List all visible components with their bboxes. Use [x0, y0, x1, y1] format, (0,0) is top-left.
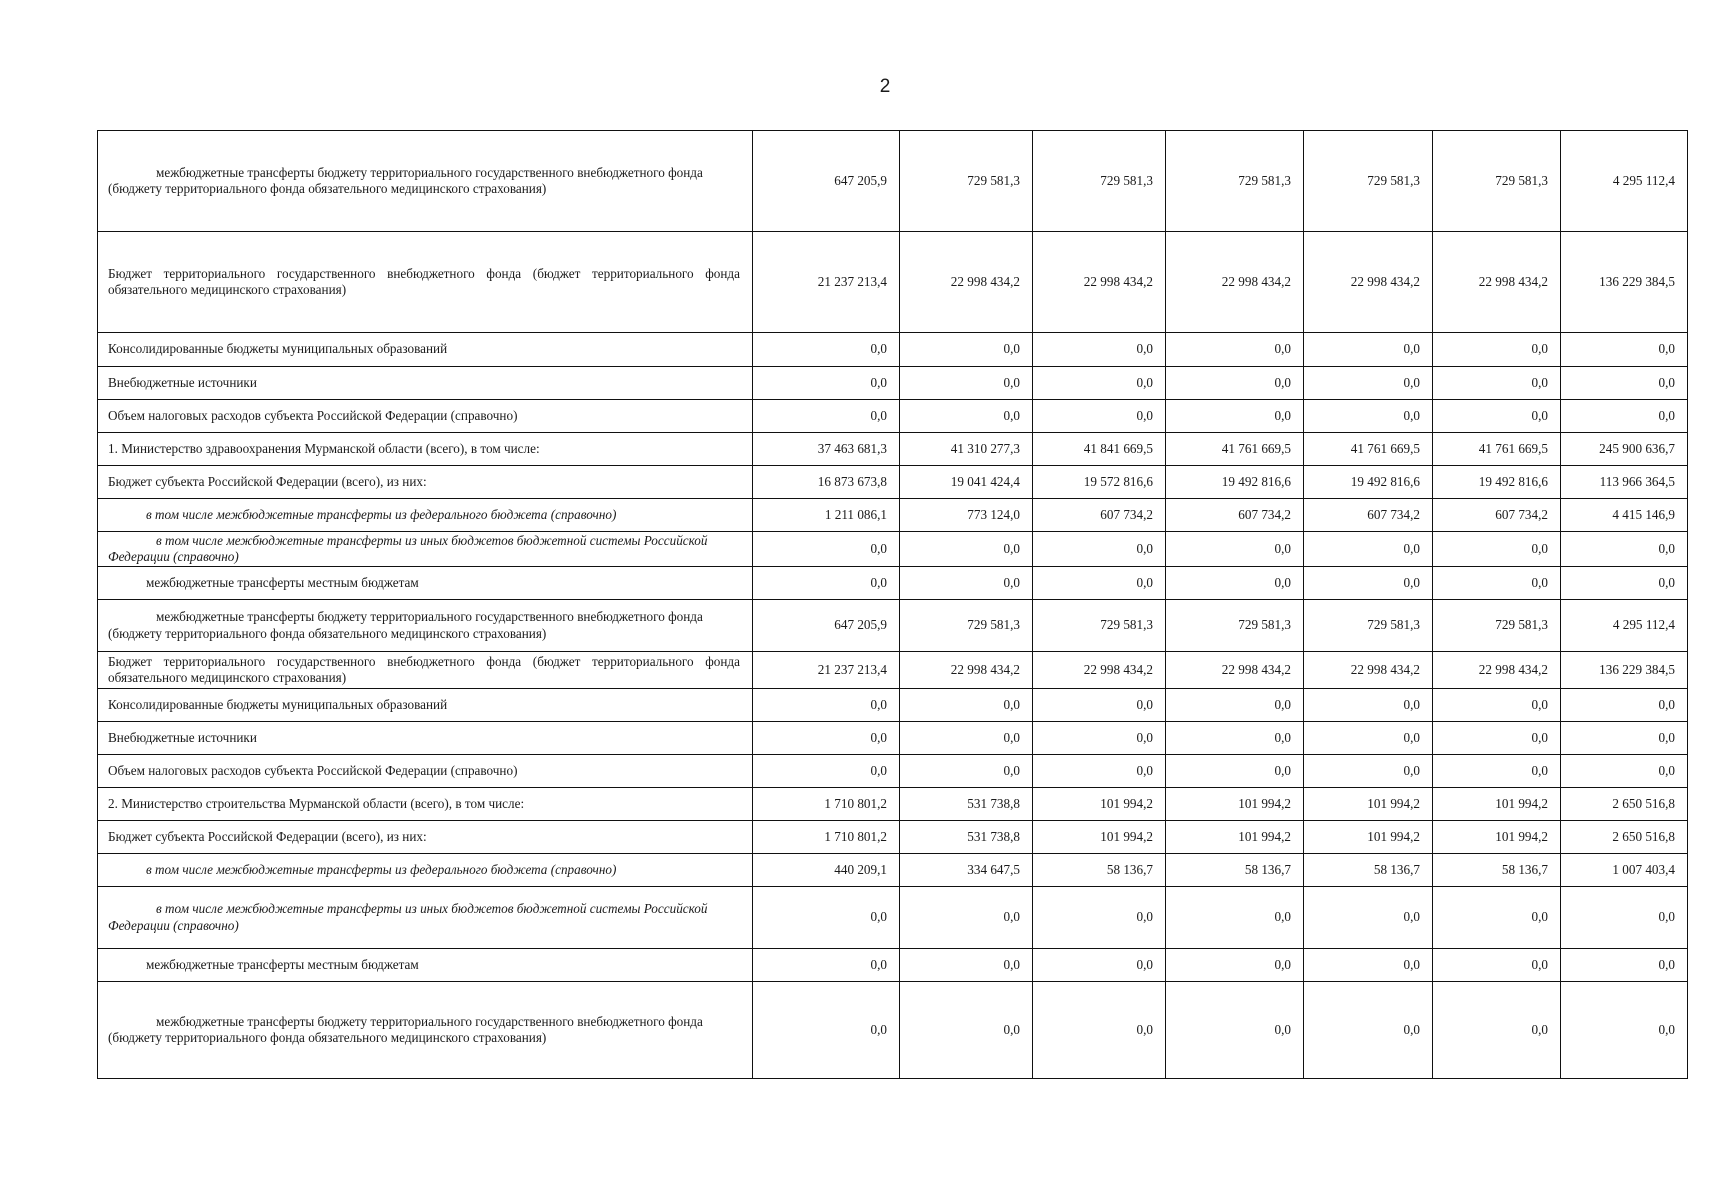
- cell-value: 22 998 434,2: [1433, 232, 1561, 333]
- row-label: межбюджетные трансферты местным бюджетам: [98, 949, 753, 982]
- table-row: [98, 949, 1688, 982]
- cell-value: 0,0: [900, 887, 1033, 949]
- row-label: Консолидированные бюджеты муниципальных образований: [98, 333, 753, 367]
- cell-value: 334 647,5: [900, 854, 1033, 887]
- row-label: в том числе межбюджетные трансферты из иных бюджетов бюджетной системы Российской Федерации (справочно): [98, 532, 753, 567]
- cell-value: 0,0: [1433, 567, 1561, 600]
- cell-value: 647 205,9: [753, 600, 900, 652]
- cell-value: 0,0: [900, 400, 1033, 433]
- cell-value: 607 734,2: [1166, 499, 1304, 532]
- cell-value: 607 734,2: [1304, 499, 1433, 532]
- row-label: Бюджет территориального государственного внебюджетного фонда (бюджет территориального фонда обязательного медицинского страхования): [98, 652, 753, 689]
- cell-value: 0,0: [1561, 887, 1688, 949]
- table-row: [98, 433, 1688, 466]
- table-row: [98, 466, 1688, 499]
- cell-value: 22 998 434,2: [1166, 652, 1304, 689]
- table-row: [98, 689, 1688, 722]
- cell-value: 19 492 816,6: [1166, 466, 1304, 499]
- cell-value: 647 205,9: [753, 131, 900, 232]
- row-label: Объем налоговых расходов субъекта Российской Федерации (справочно): [98, 400, 753, 433]
- cell-value: 729 581,3: [1166, 131, 1304, 232]
- cell-value: 16 873 673,8: [753, 466, 900, 499]
- cell-value: 22 998 434,2: [1304, 232, 1433, 333]
- row-label: межбюджетные трансферты бюджету территориального государственного внебюджетного фонда (бюджету территориального фонда обязательного медицинского страхования): [98, 982, 753, 1079]
- cell-value: 729 581,3: [1304, 131, 1433, 232]
- cell-value: 0,0: [1033, 755, 1166, 788]
- row-label: межбюджетные трансферты бюджету территориального государственного внебюджетного фонда (бюджету территориального фонда обязательного медицинского страхования): [98, 131, 753, 232]
- cell-value: 0,0: [1304, 333, 1433, 367]
- table-row: [98, 131, 1688, 232]
- cell-value: 0,0: [1033, 333, 1166, 367]
- cell-value: 101 994,2: [1166, 821, 1304, 854]
- cell-value: 729 581,3: [1033, 600, 1166, 652]
- cell-value: 0,0: [1561, 982, 1688, 1079]
- cell-value: 0,0: [1561, 400, 1688, 433]
- cell-value: 0,0: [1166, 400, 1304, 433]
- cell-value: 0,0: [1166, 982, 1304, 1079]
- cell-value: 0,0: [1033, 689, 1166, 722]
- cell-value: 0,0: [1561, 333, 1688, 367]
- cell-value: 101 994,2: [1304, 788, 1433, 821]
- cell-value: 0,0: [753, 532, 900, 567]
- table-row: [98, 232, 1688, 333]
- cell-value: 41 761 669,5: [1304, 433, 1433, 466]
- cell-value: 729 581,3: [1166, 600, 1304, 652]
- cell-value: 4 295 112,4: [1561, 131, 1688, 232]
- cell-value: 0,0: [1166, 755, 1304, 788]
- cell-value: 0,0: [900, 689, 1033, 722]
- budget-table: [97, 130, 1688, 1079]
- cell-value: 2 650 516,8: [1561, 821, 1688, 854]
- cell-value: 0,0: [1304, 367, 1433, 400]
- page-number: 2: [879, 76, 891, 97]
- cell-value: 531 738,8: [900, 821, 1033, 854]
- cell-value: 22 998 434,2: [1433, 652, 1561, 689]
- cell-value: 0,0: [753, 567, 900, 600]
- cell-value: 0,0: [753, 722, 900, 755]
- cell-value: 1 211 086,1: [753, 499, 900, 532]
- cell-value: 0,0: [753, 982, 900, 1079]
- cell-value: 607 734,2: [1433, 499, 1561, 532]
- cell-value: 101 994,2: [1433, 821, 1561, 854]
- row-label: межбюджетные трансферты бюджету территориального государственного внебюджетного фонда (бюджету территориального фонда обязательного медицинского страхования): [98, 600, 753, 652]
- cell-value: 0,0: [1304, 532, 1433, 567]
- row-label: в том числе межбюджетные трансферты из иных бюджетов бюджетной системы Российской Федерации (справочно): [98, 887, 753, 949]
- cell-value: 0,0: [753, 689, 900, 722]
- cell-value: 22 998 434,2: [900, 232, 1033, 333]
- table-row: [98, 532, 1688, 567]
- cell-value: 0,0: [1561, 689, 1688, 722]
- cell-value: 0,0: [900, 949, 1033, 982]
- cell-value: 0,0: [1166, 532, 1304, 567]
- cell-value: 101 994,2: [1033, 821, 1166, 854]
- cell-value: 0,0: [1166, 567, 1304, 600]
- cell-value: 0,0: [900, 755, 1033, 788]
- cell-value: 58 136,7: [1304, 854, 1433, 887]
- cell-value: 21 237 213,4: [753, 232, 900, 333]
- cell-value: 136 229 384,5: [1561, 652, 1688, 689]
- cell-value: 0,0: [1166, 367, 1304, 400]
- table-row: [98, 887, 1688, 949]
- cell-value: 0,0: [1433, 689, 1561, 722]
- cell-value: 0,0: [753, 400, 900, 433]
- cell-value: 0,0: [900, 532, 1033, 567]
- cell-value: 1 007 403,4: [1561, 854, 1688, 887]
- cell-value: 0,0: [1166, 887, 1304, 949]
- cell-value: 0,0: [1304, 982, 1433, 1079]
- row-label: Консолидированные бюджеты муниципальных образований: [98, 689, 753, 722]
- cell-value: 41 761 669,5: [1433, 433, 1561, 466]
- cell-value: 0,0: [1033, 949, 1166, 982]
- cell-value: 0,0: [1433, 982, 1561, 1079]
- cell-value: 773 124,0: [900, 499, 1033, 532]
- cell-value: 0,0: [753, 887, 900, 949]
- cell-value: 0,0: [1433, 532, 1561, 567]
- cell-value: 0,0: [1433, 755, 1561, 788]
- cell-value: 1 710 801,2: [753, 821, 900, 854]
- table-row: [98, 854, 1688, 887]
- cell-value: 440 209,1: [753, 854, 900, 887]
- table-row: [98, 400, 1688, 433]
- cell-value: 22 998 434,2: [1304, 652, 1433, 689]
- cell-value: 0,0: [1433, 333, 1561, 367]
- cell-value: 58 136,7: [1433, 854, 1561, 887]
- cell-value: 729 581,3: [1433, 131, 1561, 232]
- cell-value: 4 415 146,9: [1561, 499, 1688, 532]
- table-row: [98, 567, 1688, 600]
- cell-value: 0,0: [1433, 887, 1561, 949]
- cell-value: 0,0: [900, 367, 1033, 400]
- cell-value: 0,0: [900, 982, 1033, 1079]
- cell-value: 4 295 112,4: [1561, 600, 1688, 652]
- table-row: [98, 788, 1688, 821]
- cell-value: 0,0: [1433, 400, 1561, 433]
- cell-value: 0,0: [1166, 333, 1304, 367]
- cell-value: 0,0: [1033, 400, 1166, 433]
- row-label: в том числе межбюджетные трансферты из федерального бюджета (справочно): [98, 854, 753, 887]
- cell-value: 0,0: [1166, 722, 1304, 755]
- table-row: [98, 982, 1688, 1079]
- cell-value: 1 710 801,2: [753, 788, 900, 821]
- cell-value: 19 041 424,4: [900, 466, 1033, 499]
- cell-value: 729 581,3: [1433, 600, 1561, 652]
- row-label: Бюджет субъекта Российской Федерации (всего), из них:: [98, 466, 753, 499]
- cell-value: 0,0: [1304, 689, 1433, 722]
- cell-value: 729 581,3: [1033, 131, 1166, 232]
- cell-value: 101 994,2: [1033, 788, 1166, 821]
- cell-value: 0,0: [753, 333, 900, 367]
- cell-value: 0,0: [1033, 887, 1166, 949]
- cell-value: 0,0: [1166, 949, 1304, 982]
- cell-value: 41 841 669,5: [1033, 433, 1166, 466]
- cell-value: 0,0: [1304, 755, 1433, 788]
- table-row: [98, 755, 1688, 788]
- table-row: [98, 652, 1688, 689]
- cell-value: 21 237 213,4: [753, 652, 900, 689]
- cell-value: 0,0: [1304, 887, 1433, 949]
- row-label: Внебюджетные источники: [98, 367, 753, 400]
- row-label: Объем налоговых расходов субъекта Российской Федерации (справочно): [98, 755, 753, 788]
- row-label: 2. Министерство строительства Мурманской области (всего), в том числе:: [98, 788, 753, 821]
- cell-value: 0,0: [1561, 532, 1688, 567]
- cell-value: 0,0: [1433, 367, 1561, 400]
- cell-value: 0,0: [753, 755, 900, 788]
- table-row: [98, 499, 1688, 532]
- cell-value: 0,0: [1304, 722, 1433, 755]
- row-label: межбюджетные трансферты местным бюджетам: [98, 567, 753, 600]
- cell-value: 113 966 364,5: [1561, 466, 1688, 499]
- cell-value: 2 650 516,8: [1561, 788, 1688, 821]
- cell-value: 0,0: [753, 949, 900, 982]
- table-row: [98, 821, 1688, 854]
- cell-value: 101 994,2: [1433, 788, 1561, 821]
- cell-value: 0,0: [1304, 949, 1433, 982]
- cell-value: 19 492 816,6: [1304, 466, 1433, 499]
- cell-value: 0,0: [1033, 367, 1166, 400]
- cell-value: 0,0: [1561, 949, 1688, 982]
- cell-value: 729 581,3: [1304, 600, 1433, 652]
- cell-value: 22 998 434,2: [1033, 232, 1166, 333]
- cell-value: 41 761 669,5: [1166, 433, 1304, 466]
- cell-value: 531 738,8: [900, 788, 1033, 821]
- row-label: Бюджет субъекта Российской Федерации (всего), из них:: [98, 821, 753, 854]
- cell-value: 19 492 816,6: [1433, 466, 1561, 499]
- cell-value: 22 998 434,2: [900, 652, 1033, 689]
- table-row: [98, 333, 1688, 367]
- cell-value: 101 994,2: [1304, 821, 1433, 854]
- cell-value: 0,0: [900, 722, 1033, 755]
- cell-value: 0,0: [1561, 722, 1688, 755]
- cell-value: 0,0: [900, 567, 1033, 600]
- cell-value: 0,0: [1033, 532, 1166, 567]
- cell-value: 0,0: [1033, 722, 1166, 755]
- cell-value: 0,0: [1304, 400, 1433, 433]
- cell-value: 729 581,3: [900, 131, 1033, 232]
- table-row: [98, 722, 1688, 755]
- table-row: [98, 367, 1688, 400]
- cell-value: 0,0: [1433, 722, 1561, 755]
- row-label: Бюджет территориального государственного внебюджетного фонда (бюджет территориального фонда обязательного медицинского страхования): [98, 232, 753, 333]
- cell-value: 37 463 681,3: [753, 433, 900, 466]
- cell-value: 729 581,3: [900, 600, 1033, 652]
- cell-value: 245 900 636,7: [1561, 433, 1688, 466]
- table-row: [98, 600, 1688, 652]
- cell-value: 0,0: [1561, 367, 1688, 400]
- cell-value: 607 734,2: [1033, 499, 1166, 532]
- cell-value: 58 136,7: [1166, 854, 1304, 887]
- cell-value: 58 136,7: [1033, 854, 1166, 887]
- cell-value: 101 994,2: [1166, 788, 1304, 821]
- cell-value: 22 998 434,2: [1166, 232, 1304, 333]
- cell-value: 136 229 384,5: [1561, 232, 1688, 333]
- cell-value: 22 998 434,2: [1033, 652, 1166, 689]
- cell-value: 0,0: [1433, 949, 1561, 982]
- row-label: в том числе межбюджетные трансферты из федерального бюджета (справочно): [98, 499, 753, 532]
- cell-value: 0,0: [1166, 689, 1304, 722]
- cell-value: 0,0: [1033, 982, 1166, 1079]
- row-label: 1. Министерство здравоохранения Мурманской области (всего), в том числе:: [98, 433, 753, 466]
- cell-value: 0,0: [753, 367, 900, 400]
- cell-value: 19 572 816,6: [1033, 466, 1166, 499]
- cell-value: 0,0: [900, 333, 1033, 367]
- cell-value: 0,0: [1033, 567, 1166, 600]
- cell-value: 0,0: [1561, 567, 1688, 600]
- cell-value: 0,0: [1561, 755, 1688, 788]
- cell-value: 0,0: [1304, 567, 1433, 600]
- row-label: Внебюджетные источники: [98, 722, 753, 755]
- cell-value: 41 310 277,3: [900, 433, 1033, 466]
